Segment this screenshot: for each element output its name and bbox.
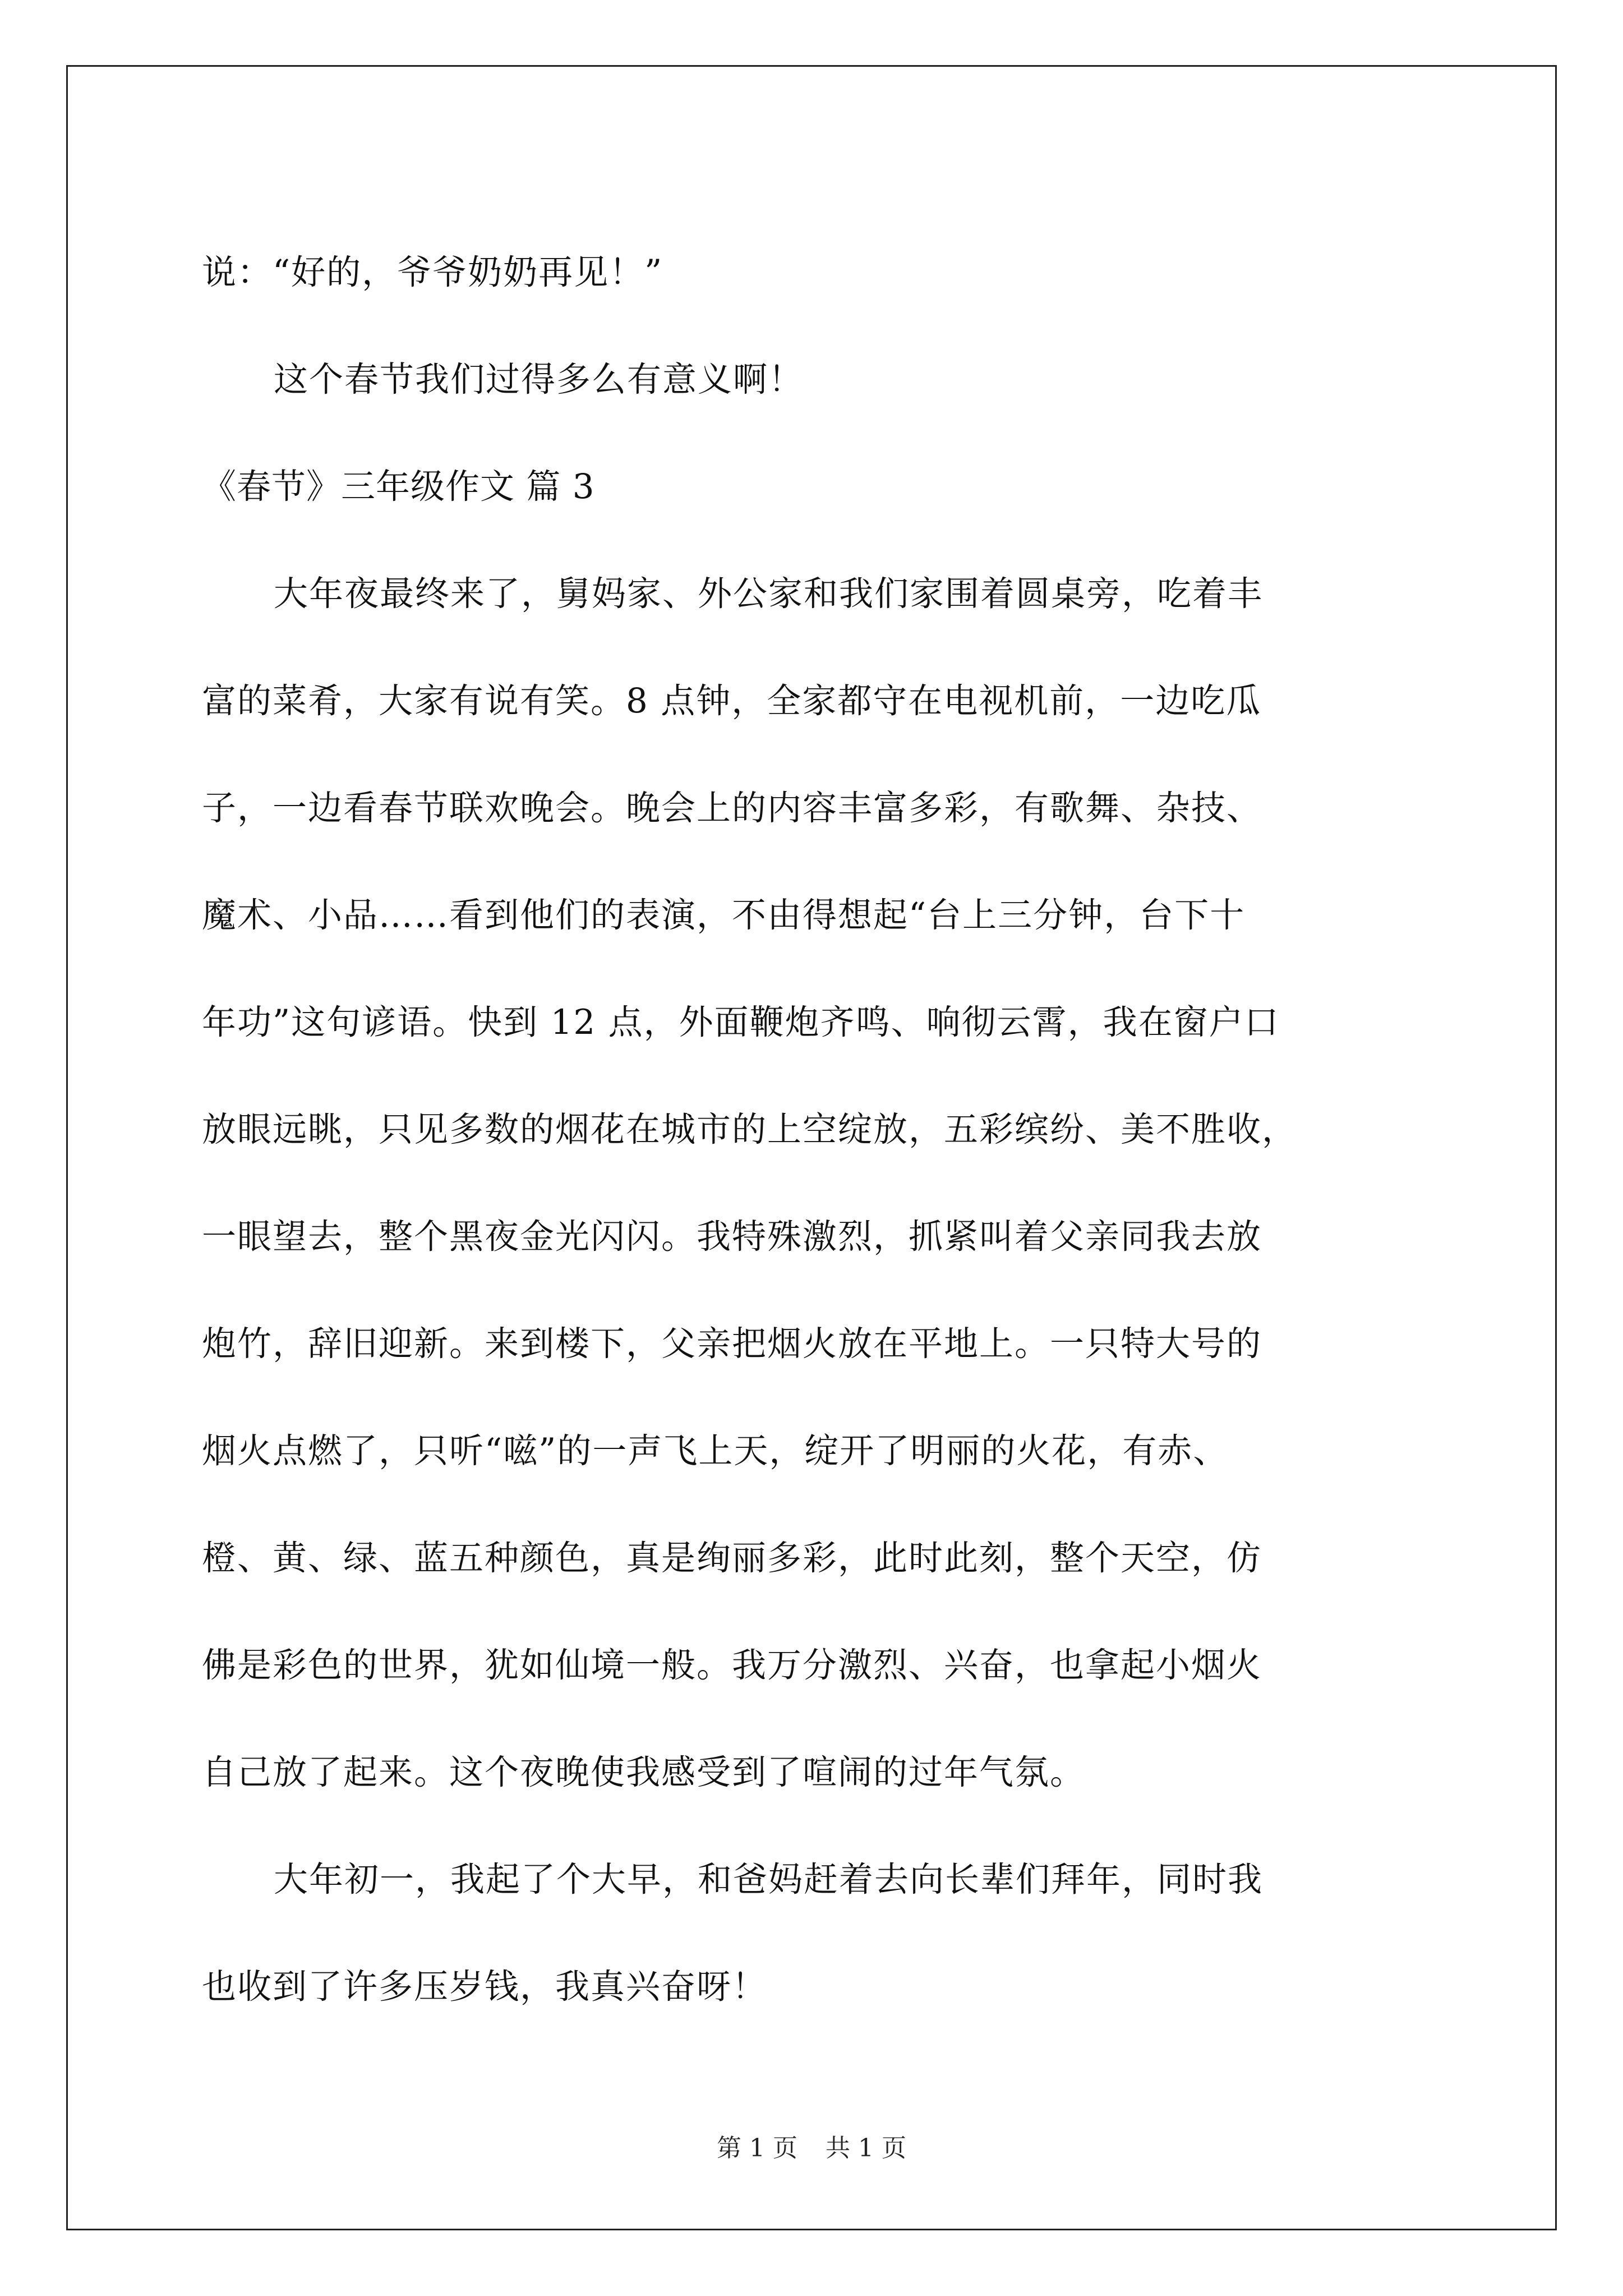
page-total: 共 1 页 — [826, 2134, 906, 2162]
document-body — [202, 219, 1430, 2040]
paragraph-line: 大年初一，我起了个大早，和爸妈赶着去向长辈们拜年，同时我 — [274, 1860, 1264, 1899]
paragraph-line: 魔术、小品……看到他们的表演，不由得想起“台上三分钟，台下十 — [202, 895, 1246, 935]
paragraph-line: 也收到了许多压岁钱，我真兴奋呀！ — [202, 1967, 768, 2007]
paragraph-line: 这个春节我们过得多么有意义啊！ — [274, 360, 804, 399]
paragraph-line: 子，一边看春节联欢晚会。晚会上的内容丰富多彩，有歌舞、杂技、 — [202, 788, 1262, 828]
paragraph-line: 富的菜肴，大家有说有笑。8 点钟，全家都守在电视机前，一边吃瓜 — [202, 681, 1262, 721]
paragraph-line: 说：“好的，爷爷奶奶再见！” — [202, 252, 663, 292]
paragraph-line: 橙、黄、绿、蓝五种颜色，真是绚丽多彩，此时此刻，整个天空，仿 — [202, 1538, 1262, 1578]
paragraph-line: 自己放了起来。这个夜晚使我感受到了喧闹的过年气氛。 — [202, 1752, 1086, 1792]
paragraph-line: 烟火点燃了，只听“嗞”的一声飞上天，绽开了明丽的火花，有赤、 — [202, 1431, 1229, 1471]
paragraph-line: 佛是彩色的世界，犹如仙境一般。我万分激烈、兴奋，也拿起小烟火 — [202, 1645, 1262, 1685]
paragraph-line: 放眼远眺，只见多数的烟花在城市的上空绽放，五彩缤纷、美不胜收， — [202, 1110, 1298, 1149]
paragraph-line: 炮竹，辞旧迎新。来到楼下，父亲把烟火放在平地上。一只特大号的 — [202, 1324, 1262, 1364]
section-title: 《春节》三年级作文 篇 3 — [202, 467, 595, 507]
paragraph-line: 年功”这句谚语。快到 12 点，外面鞭炮齐鸣、响彻云霄，我在窗户口 — [202, 1002, 1280, 1042]
paragraph-line: 大年夜最终来了，舅妈家、外公家和我们家围着圆桌旁，吃着丰 — [274, 574, 1264, 614]
paragraph-line: 一眼望去，整个黑夜金光闪闪。我特殊激烈，抓紧叫着父亲同我去放 — [202, 1217, 1262, 1257]
page-footer — [0, 2132, 1623, 2165]
page-number: 第 1 页 — [717, 2134, 797, 2162]
